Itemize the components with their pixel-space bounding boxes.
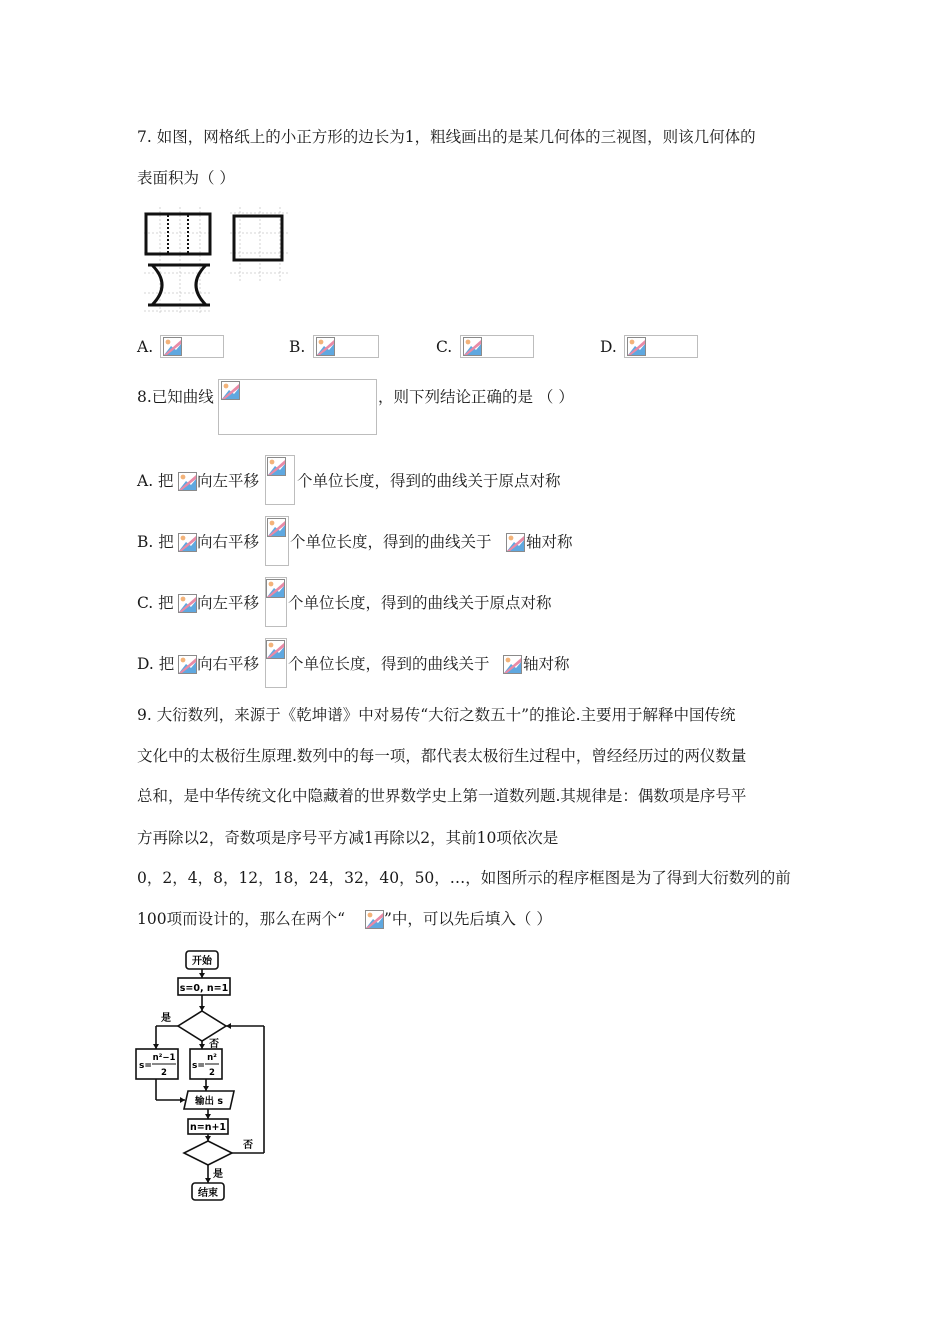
flow-yes-label-2: 是 (213, 1169, 223, 1180)
flow-left-lhs: s= (139, 1061, 152, 1071)
flow-left-numerator: n²−1 (152, 1053, 176, 1063)
q9-line-6-suffix: ”中，可以先后填入（ ） (384, 910, 552, 928)
q8-option-d-shift-box (265, 638, 287, 688)
q9-line-6-prefix: 100项而设计的，那么在两个“ (137, 910, 346, 928)
broken-image-icon (178, 472, 197, 491)
q7-option-a-label: A. (137, 338, 154, 356)
broken-image-icon (506, 533, 525, 552)
three-view-figure (140, 203, 300, 315)
q8-option-d-direction: 向右平移 (197, 655, 260, 673)
broken-image-icon (178, 655, 197, 674)
flow-start-text: 开始 (192, 956, 212, 967)
flow-no-label-2: 否 (243, 1140, 253, 1151)
q8-option-a-rest: 个单位长度，得到的曲线关于原点对称 (297, 472, 561, 490)
q7-option-d-box (624, 335, 698, 358)
broken-image-icon (503, 655, 522, 674)
q7-option-c-box (460, 335, 534, 358)
q8-option-b-rest: 个单位长度，得到的曲线关于 (290, 533, 492, 551)
broken-image-icon (365, 910, 384, 929)
flow-no-label: 否 (209, 1039, 219, 1050)
q8-option-d-label: D. 把 (137, 655, 175, 673)
flow-init-text: s=0, n=1 (179, 983, 229, 994)
q8-option-c-label: C. 把 (137, 594, 174, 612)
q9-line-1: 9. 大衍数列，来源于《乾坤谱》中对易传“大衍之数五十”的推论.主要用于解释中国传统 (137, 706, 736, 724)
q8-option-b-direction: 向右平移 (197, 533, 260, 551)
broken-image-icon (266, 579, 285, 598)
q8-option-a-label: A. 把 (137, 472, 174, 490)
broken-image-icon (163, 337, 182, 356)
broken-image-icon (178, 594, 197, 613)
q7-stem-line1: 7. 如图，网格纸上的小正方形的边长为1，粗线画出的是某几何体的三视图，则该几何体的 (137, 128, 756, 146)
q8-curve-formula-box (218, 379, 377, 435)
broken-image-icon (627, 337, 646, 356)
broken-image-icon (266, 640, 285, 659)
q8-option-c-rest: 个单位长度，得到的曲线关于原点对称 (288, 594, 552, 612)
broken-image-icon (463, 337, 482, 356)
q8-option-d-rest: 个单位长度，得到的曲线关于 (288, 655, 490, 673)
broken-image-icon (267, 457, 286, 476)
q7-option-d-label: D. (600, 338, 617, 356)
q7-option-c-label: C. (436, 338, 453, 356)
flow-yes-label: 是 (161, 1013, 171, 1024)
broken-image-icon (178, 533, 197, 552)
flow-end-text: 结束 (198, 1188, 218, 1199)
program-flowchart (130, 945, 280, 1207)
q9-line-4: 方再除以2，奇数项是序号平方减1再除以2，其前10项依次是 (137, 829, 559, 847)
q8-stem-suffix: ，则下列结论正确的是 （ ） (378, 388, 574, 406)
flow-output-text: 输出 s (195, 1096, 223, 1107)
flow-increment-text: n=n+1 (189, 1122, 227, 1133)
flow-right-numerator: n² (207, 1053, 217, 1063)
q8-option-b-shift-box (265, 516, 289, 566)
q7-stem-line2: 表面积为（ ） (137, 169, 235, 187)
q9-line-2: 文化中的太极衍生原理.数列中的每一项，都代表太极衍生过程中，曾经经历过的两仪数量 (137, 747, 747, 765)
broken-image-icon (316, 337, 335, 356)
q9-line-5: 0，2，4，8，12，18，24，32，40，50，…，如图所示的程序框图是为了得到大衍数列的前 (137, 869, 791, 887)
q9-line-3: 总和，是中华传统文化中隐藏着的世界数学史上第一道数列题.其规律是：偶数项是序号平 (137, 787, 747, 805)
q8-option-a-direction: 向左平移 (197, 472, 260, 490)
flow-right-lhs: s= (192, 1061, 205, 1071)
q7-option-b-box (313, 335, 379, 358)
flow-decision-1 (178, 1011, 226, 1041)
flow-decision-2 (184, 1141, 232, 1165)
q7-option-a-box (160, 335, 224, 358)
q8-option-c-shift-box (265, 577, 287, 627)
q8-stem-prefix: 8.已知曲线 (137, 388, 214, 406)
q8-option-a-shift-box (265, 455, 295, 505)
broken-image-icon (221, 381, 240, 400)
flow-left-denominator: 2 (161, 1068, 167, 1078)
broken-image-icon (267, 518, 286, 537)
q7-option-b-label: B. (289, 338, 306, 356)
q8-option-b-axis: 轴对称 (526, 533, 573, 551)
q8-option-d-axis: 轴对称 (523, 655, 570, 673)
flow-right-denominator: 2 (209, 1068, 215, 1078)
q8-option-b-label: B. 把 (137, 533, 174, 551)
q8-option-c-direction: 向左平移 (197, 594, 260, 612)
